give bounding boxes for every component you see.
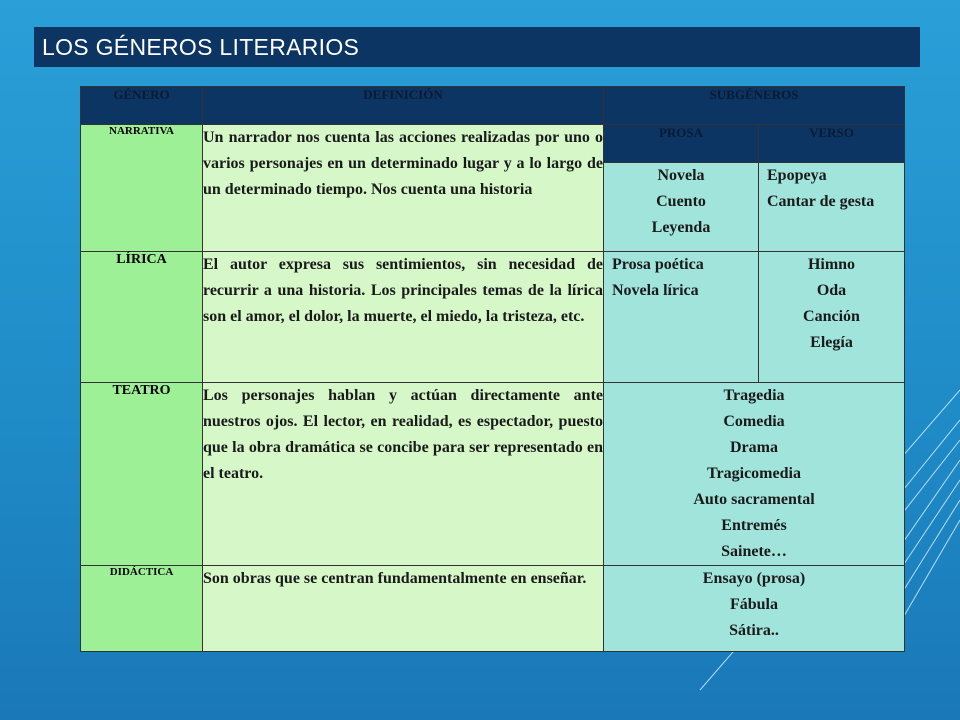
list-item: Cantar de gesta: [767, 193, 875, 210]
list-item: Entremés: [721, 517, 787, 534]
lirica-prosa: [604, 252, 759, 383]
didactica-subgeneros: [604, 566, 905, 652]
genres-table: [80, 86, 905, 652]
definition-didactica: Son obras que se centran fundamentalmente en enseñar.: [203, 566, 604, 652]
list-item: Tragicomedia: [707, 465, 801, 482]
list-item: Ensayo (prosa): [702, 570, 806, 587]
genre-teatro: TEATRO: [81, 383, 203, 566]
list-item: Elegía: [810, 334, 853, 351]
header-prosa: PROSA: [604, 125, 759, 163]
list-item: Himno: [807, 256, 856, 273]
list-item: Sátira..: [729, 622, 779, 639]
genre-lirica: LÍRICA: [81, 252, 203, 383]
list-item: Comedia: [723, 413, 785, 430]
list-item: Oda: [816, 282, 847, 299]
page-title: LOS GÉNEROS LITERARIOS: [34, 27, 920, 67]
list-item: Novela: [657, 167, 705, 184]
list-item: Tragedia: [723, 387, 785, 404]
genre-narrativa: NARRATIVA: [81, 125, 203, 252]
header-subgeneros: SUBGÉNEROS: [604, 87, 905, 125]
definition-lirica: El autor expresa sus sentimientos, sin necesidad de recurrir a una historia. Los principales temas de la lírica son el amor, el dolor, la muerte, el miedo, la tristeza, etc.: [203, 252, 604, 383]
list-item: Novela lírica: [612, 282, 699, 299]
list-item: Leyenda: [651, 219, 711, 236]
header-verso: VERSO: [759, 125, 905, 163]
list-item: Auto sacramental: [693, 491, 815, 508]
list-item: Sainete…: [721, 543, 787, 560]
list-item: Drama: [730, 439, 778, 456]
header-genero: GÉNERO: [81, 87, 203, 125]
list-item: Fábula: [729, 596, 778, 613]
list-item: Cuento: [656, 193, 706, 210]
narrativa-verso: [759, 163, 905, 252]
header-definicion: DEFINICIÓN: [203, 87, 604, 125]
list-item: Prosa poética: [612, 256, 704, 273]
definition-narrativa: Un narrador nos cuenta las acciones realizadas por uno o varios personajes en un determinado lugar y a lo largo de un determinado tiempo. Nos cuenta una historia: [203, 125, 604, 252]
list-item: Epopeya: [767, 167, 827, 184]
list-item: Canción: [803, 308, 860, 325]
genre-didactica: DIDÁCTICA: [81, 566, 203, 652]
narrativa-prosa: [604, 163, 759, 252]
teatro-subgeneros: [604, 383, 905, 566]
lirica-verso: [759, 252, 905, 383]
definition-teatro: Los personajes hablan y actúan directamente ante nuestros ojos. El lector, en realidad, es espectador, puesto que la obra dramática se concibe para ser representado en el teatro.: [203, 383, 604, 566]
